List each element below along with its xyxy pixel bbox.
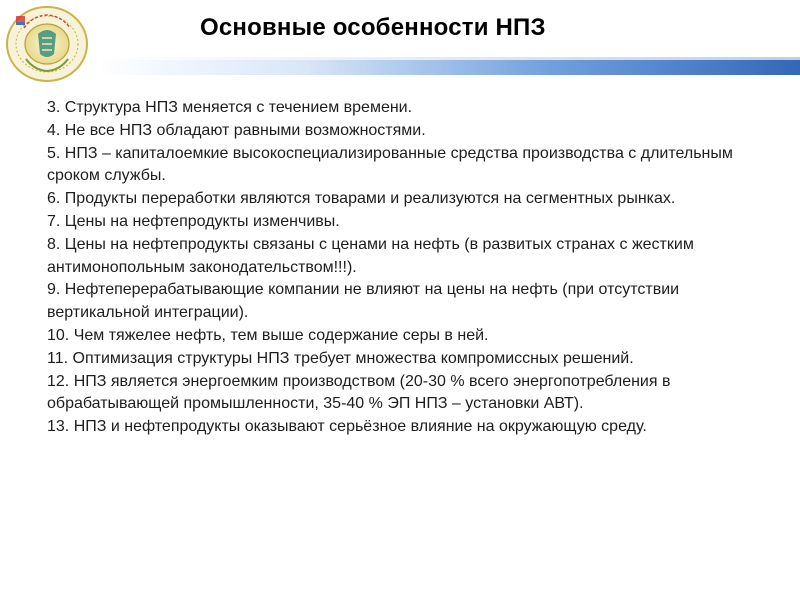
list-item: 9. Нефтеперерабатывающие компании не влияют на цены на нефть (при отсутствии вертикальной интеграции).: [47, 281, 680, 322]
list-item: 5. НПЗ – капиталоемкие высокоспециализированные средства производства с длительным сроком службы.: [47, 144, 733, 185]
list-item: 10. Чем тяжелее нефть, тем выше содержание серы в ней.: [47, 326, 489, 344]
list-item: 13. НПЗ и нефтепродукты оказывают серьёзное влияние на окружающую среду.: [47, 418, 647, 436]
list-item: 6. Продукты переработки являются товарами и реализуются на сегментных рынках.: [47, 190, 676, 208]
list-item: 8. Цены на нефтепродукты связаны с ценами на нефть (в развитых странах с жестким антимонопольным законодательством!!!).: [47, 235, 694, 276]
list-item: 3. Структура НПЗ меняется с течением времени.: [47, 99, 413, 116]
list-item: 11. Оптимизация структуры НПЗ требует множества компромиссных решений.: [47, 349, 634, 367]
content-list: [47, 97, 757, 439]
header-bar: [96, 60, 800, 75]
list-item: 4. Не все НПЗ обладают равными возможностями.: [47, 121, 426, 139]
list-item: 12. НПЗ является энергоемким производством (20-30 % всего энергопотребления в обрабатывающей промышленности, 35-40 % ЭП НПЗ – установки АВТ).: [47, 372, 671, 413]
university-emblem-icon: [4, 4, 90, 84]
list-item: 7. Цены на нефтепродукты изменчивы.: [47, 212, 340, 230]
slide-title: Основные особенности НПЗ: [200, 14, 546, 41]
